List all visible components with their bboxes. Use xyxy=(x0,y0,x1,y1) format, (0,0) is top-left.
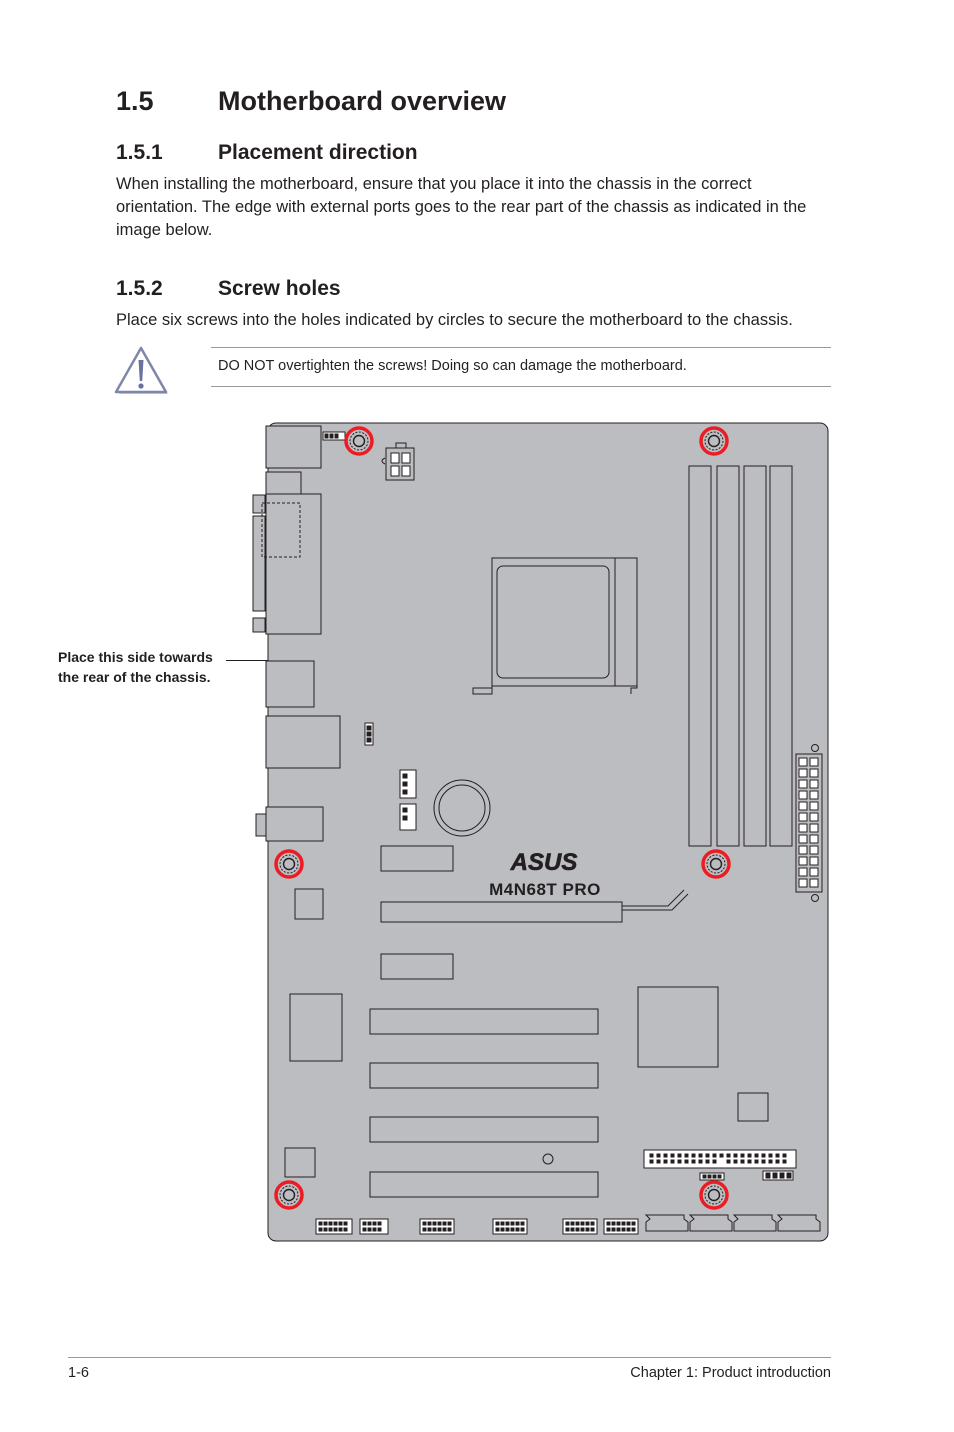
pin xyxy=(571,1228,574,1231)
pin xyxy=(511,1222,514,1225)
pin xyxy=(799,824,807,832)
sata-connector xyxy=(690,1215,732,1231)
pin xyxy=(703,1175,706,1178)
subsection-title: Screw holes xyxy=(218,277,341,300)
pin xyxy=(727,1154,730,1157)
chipset xyxy=(638,987,718,1067)
note-top-rule xyxy=(211,347,831,348)
pin xyxy=(617,1222,620,1225)
pin xyxy=(810,758,818,766)
pin xyxy=(516,1228,519,1231)
pin xyxy=(699,1160,702,1163)
pin xyxy=(586,1228,589,1231)
pin xyxy=(720,1154,723,1157)
footer-rule xyxy=(68,1357,831,1358)
pin xyxy=(591,1222,594,1225)
pin xyxy=(423,1222,426,1225)
pin xyxy=(741,1154,744,1157)
pin xyxy=(810,846,818,854)
pin xyxy=(622,1222,625,1225)
pin xyxy=(706,1160,709,1163)
pin xyxy=(334,1222,337,1225)
pin xyxy=(324,1228,327,1231)
pin xyxy=(799,857,807,865)
note-bottom-rule xyxy=(211,386,831,387)
pin xyxy=(799,879,807,887)
pin xyxy=(423,1228,426,1231)
pin xyxy=(501,1228,504,1231)
pin xyxy=(713,1175,716,1178)
pin xyxy=(617,1228,620,1231)
pin xyxy=(373,1228,376,1231)
pin xyxy=(496,1222,499,1225)
pin xyxy=(810,813,818,821)
asus-logo: ASUS xyxy=(510,849,578,876)
pin xyxy=(692,1160,695,1163)
pin xyxy=(713,1160,716,1163)
pin xyxy=(344,1228,347,1231)
chapter-label: Chapter 1: Product introduction xyxy=(630,1365,831,1381)
pin xyxy=(780,1173,784,1178)
pin xyxy=(671,1154,674,1157)
pin xyxy=(448,1222,451,1225)
pin xyxy=(632,1222,635,1225)
pin xyxy=(787,1173,791,1178)
pin xyxy=(810,791,818,799)
pin xyxy=(708,1175,711,1178)
pin xyxy=(329,1228,332,1231)
pin xyxy=(511,1228,514,1231)
pin xyxy=(783,1154,786,1157)
pin xyxy=(776,1154,779,1157)
pin xyxy=(762,1160,765,1163)
pin xyxy=(810,780,818,788)
rear-side-callout xyxy=(58,647,238,687)
pcie-x16-slot xyxy=(381,902,622,922)
pin xyxy=(586,1222,589,1225)
pin xyxy=(373,1222,376,1225)
pin xyxy=(706,1154,709,1157)
pin xyxy=(766,1173,770,1178)
dimm-slot xyxy=(717,466,739,846)
pci-slot xyxy=(370,1009,598,1034)
screw-paragraph: Place six screws into the holes indicated by circles to secure the motherboard to the chassis. xyxy=(116,311,793,329)
pin xyxy=(378,1228,381,1231)
io-port xyxy=(266,494,321,634)
pin xyxy=(657,1160,660,1163)
fan-header xyxy=(400,804,416,830)
screw-hole xyxy=(701,428,727,454)
pin xyxy=(632,1228,635,1231)
pin xyxy=(650,1154,653,1157)
warning-triangle-icon xyxy=(112,346,170,398)
pin xyxy=(664,1160,667,1163)
pin xyxy=(428,1228,431,1231)
pin xyxy=(368,1228,371,1231)
pin xyxy=(799,868,807,876)
pin xyxy=(713,1154,716,1157)
pin xyxy=(810,769,818,777)
callout-line: Place this side towards xyxy=(58,649,213,665)
pin xyxy=(622,1228,625,1231)
pin-header xyxy=(360,1219,388,1234)
pin xyxy=(799,780,807,788)
io-port-tab xyxy=(253,618,265,632)
pin xyxy=(671,1160,674,1163)
motherboard-diagram xyxy=(248,418,832,1246)
pin xyxy=(443,1222,446,1225)
pin xyxy=(566,1228,569,1231)
pin xyxy=(319,1222,322,1225)
pin xyxy=(741,1160,744,1163)
io-port xyxy=(266,716,340,768)
pin xyxy=(799,769,807,777)
pin xyxy=(329,1222,332,1225)
subsection-number: 1.5.1 xyxy=(116,141,163,164)
pin xyxy=(438,1222,441,1225)
sata-connector xyxy=(646,1215,688,1231)
pin xyxy=(324,1222,327,1225)
pin xyxy=(734,1160,737,1163)
pin xyxy=(810,824,818,832)
pin xyxy=(799,835,807,843)
pcie-x1-slot xyxy=(381,846,453,871)
pin xyxy=(521,1222,524,1225)
pin-header xyxy=(420,1219,454,1234)
pin xyxy=(571,1222,574,1225)
pin xyxy=(576,1228,579,1231)
pin-header xyxy=(604,1219,638,1234)
pin-header xyxy=(316,1219,352,1234)
pin xyxy=(769,1160,772,1163)
subsection-title: Placement direction xyxy=(218,141,418,164)
pin xyxy=(607,1222,610,1225)
onboard-chip xyxy=(295,889,323,919)
pin xyxy=(678,1154,681,1157)
pin xyxy=(612,1222,615,1225)
pin xyxy=(810,835,818,843)
onboard-chip xyxy=(738,1093,768,1121)
pin xyxy=(627,1228,630,1231)
placement-paragraph: When installing the motherboard, ensure that you place it into the chassis in the correct orientation. The edge with external ports goes to the rear part of the chassis as indicated in the image below. xyxy=(116,175,807,239)
pin xyxy=(591,1228,594,1231)
callout-line: the rear of the chassis. xyxy=(58,669,211,685)
pin xyxy=(685,1154,688,1157)
screw-hole xyxy=(703,851,729,877)
pci-slot xyxy=(370,1172,598,1197)
pin xyxy=(755,1160,758,1163)
pin xyxy=(581,1222,584,1225)
pin xyxy=(692,1154,695,1157)
pin xyxy=(319,1228,322,1231)
pin xyxy=(506,1228,509,1231)
pin xyxy=(657,1154,660,1157)
pin xyxy=(581,1228,584,1231)
pin xyxy=(368,1222,371,1225)
pin xyxy=(799,846,807,854)
pin xyxy=(501,1222,504,1225)
dimm-slot xyxy=(744,466,766,846)
pin xyxy=(810,802,818,810)
pin xyxy=(433,1228,436,1231)
pci-slot xyxy=(370,1117,598,1142)
ide-connector xyxy=(644,1150,796,1168)
dimm-slot xyxy=(689,466,711,846)
pin xyxy=(734,1154,737,1157)
pin xyxy=(762,1154,765,1157)
pin xyxy=(678,1160,681,1163)
io-port-tab xyxy=(253,516,265,611)
cpu-socket-core xyxy=(497,566,609,678)
sata-connector xyxy=(734,1215,776,1231)
pin xyxy=(799,791,807,799)
io-port-tab xyxy=(253,495,265,513)
screw-hole xyxy=(701,1182,727,1208)
pin xyxy=(496,1228,499,1231)
pcie-x1-slot xyxy=(381,954,453,979)
pin xyxy=(607,1228,610,1231)
pin xyxy=(627,1222,630,1225)
io-port xyxy=(266,661,314,707)
pin xyxy=(727,1160,730,1163)
pin xyxy=(576,1222,579,1225)
io-port xyxy=(266,426,321,468)
pin xyxy=(799,758,807,766)
pin xyxy=(769,1154,772,1157)
pin xyxy=(783,1160,786,1163)
sata-connector xyxy=(778,1215,820,1231)
pin xyxy=(438,1228,441,1231)
pin xyxy=(748,1154,751,1157)
pin xyxy=(433,1222,436,1225)
onboard-chip xyxy=(290,994,342,1061)
pin xyxy=(339,1228,342,1231)
pin xyxy=(810,857,818,865)
pin xyxy=(685,1160,688,1163)
pin xyxy=(378,1222,381,1225)
model-name: M4N68T PRO xyxy=(489,880,601,899)
pin xyxy=(755,1154,758,1157)
pin xyxy=(650,1160,653,1163)
dimm-slot xyxy=(770,466,792,846)
pin xyxy=(664,1154,667,1157)
pin xyxy=(363,1228,366,1231)
pin xyxy=(612,1228,615,1231)
screw-hole xyxy=(276,1182,302,1208)
pin xyxy=(699,1154,702,1157)
pin xyxy=(443,1228,446,1231)
pin-header xyxy=(563,1219,597,1234)
pin xyxy=(334,1228,337,1231)
pin xyxy=(718,1175,721,1178)
fan-header xyxy=(400,770,416,798)
pin xyxy=(748,1160,751,1163)
io-port-tab xyxy=(256,814,266,836)
screw-hole xyxy=(276,851,302,877)
screw-hole xyxy=(346,428,372,454)
pin xyxy=(776,1160,779,1163)
pin xyxy=(339,1222,342,1225)
pin xyxy=(448,1228,451,1231)
pin xyxy=(773,1173,777,1178)
pin xyxy=(566,1222,569,1225)
pin xyxy=(344,1222,347,1225)
pin xyxy=(428,1222,431,1225)
pin xyxy=(506,1222,509,1225)
subsection-number: 1.5.2 xyxy=(116,277,163,300)
page-number: 1-6 xyxy=(68,1365,89,1381)
io-port xyxy=(266,807,323,841)
warning-text: DO NOT overtighten the screws! Doing so can damage the motherboard. xyxy=(218,358,687,374)
io-port xyxy=(266,472,301,494)
section-title: Motherboard overview xyxy=(218,86,507,116)
onboard-chip xyxy=(285,1148,315,1177)
pin xyxy=(799,802,807,810)
pin xyxy=(799,813,807,821)
buzzer xyxy=(543,1154,553,1164)
pin-header xyxy=(493,1219,527,1234)
pin xyxy=(810,879,818,887)
pin xyxy=(521,1228,524,1231)
section-number: 1.5 xyxy=(116,86,154,116)
pin xyxy=(363,1222,366,1225)
pin xyxy=(516,1222,519,1225)
pin xyxy=(810,868,818,876)
pci-slot xyxy=(370,1063,598,1088)
